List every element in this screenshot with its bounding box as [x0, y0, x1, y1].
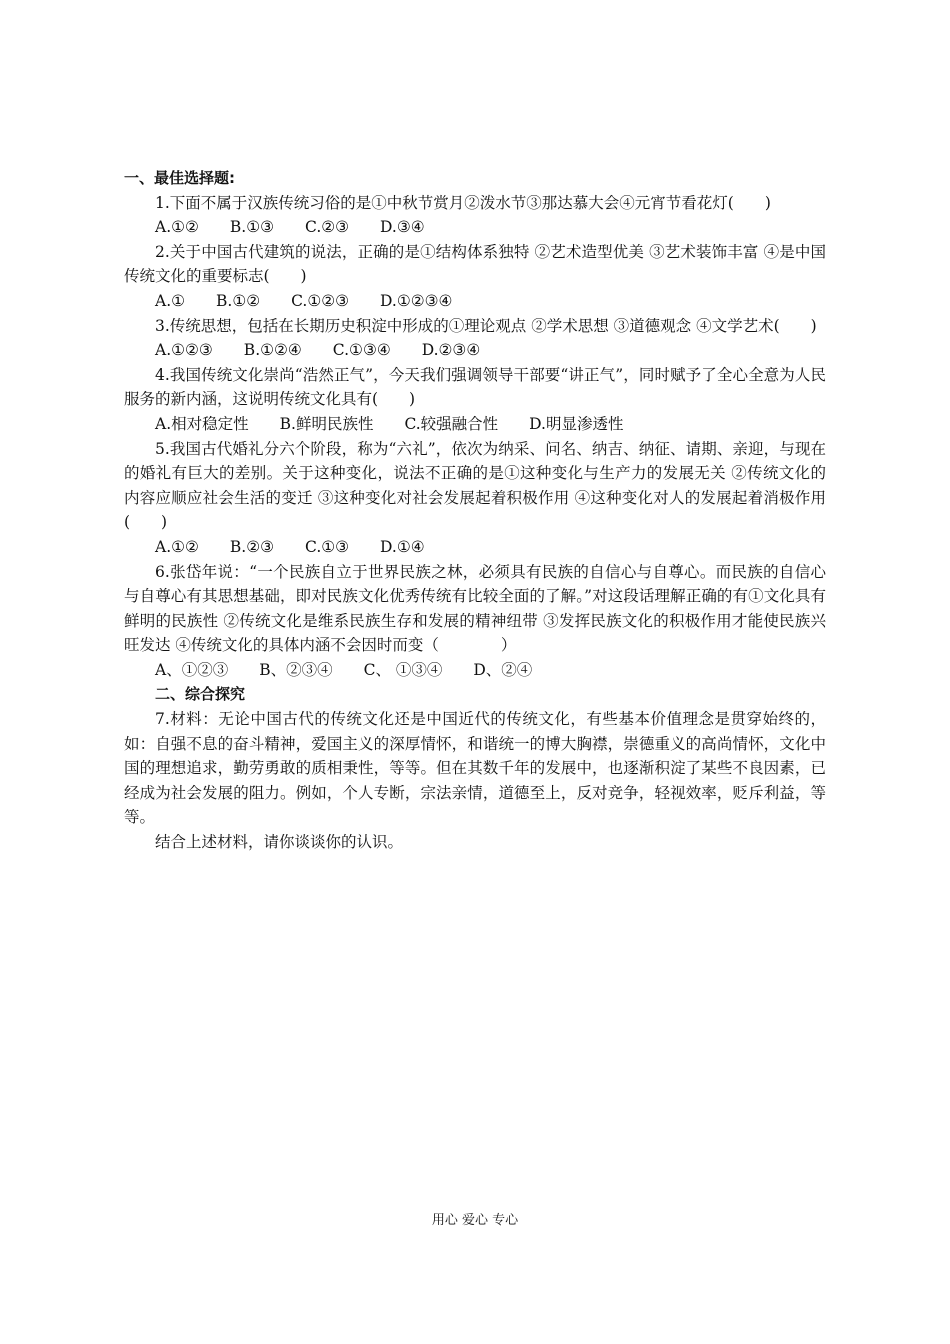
question-7-prompt: 结合上述材料，请你谈谈你的认识。	[155, 833, 404, 852]
question-5-stem: 5.我国古代婚礼分六个阶段，称为“六礼”，依次为纳采、问名、纳吉、纳征、请期、亲迎，与现在的婚礼有巨大的差别。关于这种变化，说法不正确的是①这种变化与生产力的发展无关 ②传统文化的内容应顺应社会生活的变迁 ③这种变化对社会发展起着积极作用 ④这种变化对人的发展起着消极作用( )	[124, 439, 826, 532]
question-4-stem: 4.我国传统文化崇尚“浩然正气”，今天我们强调领导干部要“讲正气”，同时赋予了全心全意为人民服务的新内涵，这说明传统文化具有( )	[124, 365, 826, 409]
question-1-stem: 1.下面不属于汉族传统习俗的是①中秋节赏月②泼水节③那达慕大会④元宵节看花灯( )	[155, 193, 771, 212]
question-2-options: A.① B.①② C.①②③ D.①②③④	[155, 291, 453, 310]
document-body	[124, 166, 826, 855]
section-2-heading: 二、综合探究	[155, 685, 246, 704]
page-footer: 用心 爱心 专心	[431, 1213, 519, 1228]
question-6-stem: 6.张岱年说：“一个民族自立于世界民族之林，必须具有民族的自信心与自尊心。而民族的自信心与自尊心有其思想基础，即对民族文化优秀传统有比较全面的了解。”对这段话理解正确的有①文化具有鲜明的民族性 ②传统文化是维系民族生存和发展的精神纽带 ③发挥民族文化的积极作用才能使民族兴旺发达 ④传统文化的具体内涵不会因时而变（ ）	[124, 562, 826, 655]
question-7-material: 7.材料：无论中国古代的传统文化还是中国近代的传统文化，有些基本价值理念是贯穿始终的，如：自强不息的奋斗精神，爱国主义的深厚情怀，和谐统一的博大胸襟，崇德重义的高尚情怀，文化中国的理想追求，勤劳勇敢的质相秉性，等等。但在其数千年的发展中，也逐渐积淀了某些不良因素，已经成为社会发展的阻力。例如，个人专断，宗法亲情，道德至上，反对竞争，轻视效率，贬斥利益，等等。	[124, 710, 826, 827]
question-6-options: A、①②③ B、②③④ C、 ①③④ D、②④	[155, 660, 533, 679]
question-3-options: A.①②③ B.①②④ C.①③④ D.②③④	[155, 341, 481, 360]
question-2-stem: 2.关于中国古代建筑的说法，正确的是①结构体系独特 ②艺术造型优美 ③艺术装饰丰富 ④是中国传统文化的重要标志( )	[124, 242, 826, 286]
question-5-options: A.①② B.②③ C.①③ D.①④	[155, 537, 425, 556]
question-3-stem: 3.传统思想，包括在长期历史积淀中形成的①理论观点 ②学术思想 ③道德观念 ④文学艺术( )	[155, 316, 817, 335]
question-4-options: A.相对稳定性 B.鲜明民族性 C.较强融合性 D.明显渗透性	[155, 414, 624, 433]
question-1-options: A.①② B.①③ C.②③ D.③④	[155, 218, 425, 237]
section-1-heading: 一、最佳选择题:	[124, 169, 235, 187]
